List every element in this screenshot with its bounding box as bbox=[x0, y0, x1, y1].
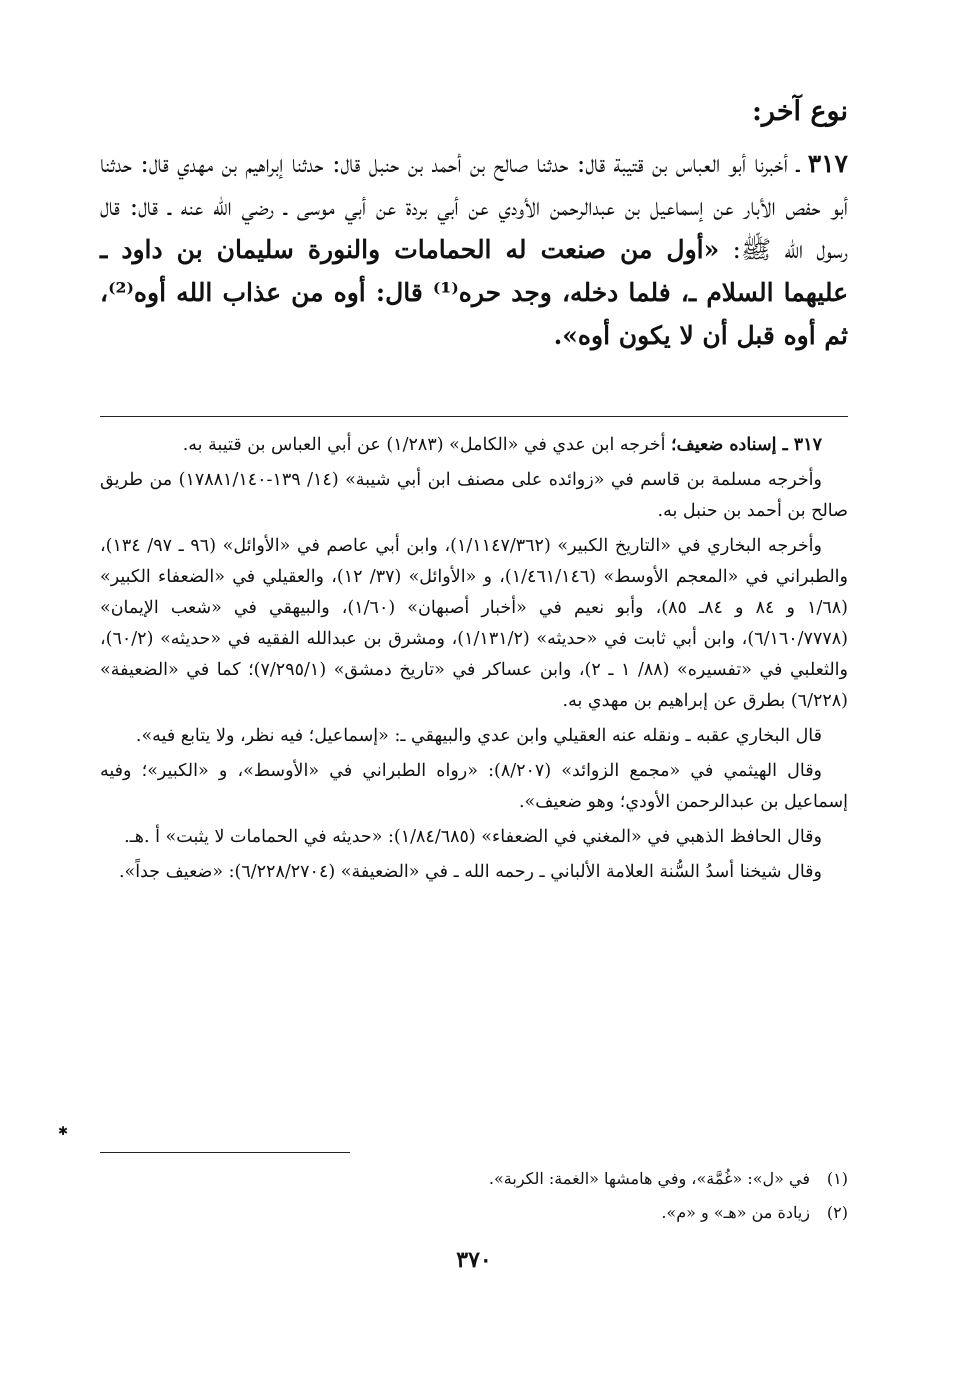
section-heading: نوع آخر: bbox=[751, 96, 848, 127]
note-paragraph: وقال الهيثمي في «مجمع الزوائد» (٨/٢٠٧): «رواه الطبراني في «الأوسط»، و «الكبير»؛ وفيه إسماعيل بن عبدالرحمن الأودي؛ وهو ضعيف». bbox=[100, 761, 848, 812]
footnote-text: زيادة من «هـ» و «م». bbox=[661, 1203, 810, 1222]
takhrij-notes bbox=[100, 430, 848, 892]
footnote bbox=[100, 1162, 848, 1196]
footnote-number: (٢) bbox=[826, 1203, 848, 1222]
note-paragraph: قال البخاري عقبه ـ ونقله عنه العقيلي وابن عدي والبيهقي ـ: «إسماعيل؛ فيه نظر، ولا يتابع فيه». bbox=[135, 726, 822, 746]
hadith-body bbox=[100, 142, 848, 357]
footnote-divider bbox=[100, 1152, 350, 1153]
page-number: ٣٧٠ bbox=[456, 1247, 492, 1273]
note-grading: ـ إسناده ضعيف؛ bbox=[671, 435, 794, 455]
note-text: أخرجه ابن عدي في «الكامل» (١/٢٨٣) عن أبي العباس بن قتيبة به. bbox=[182, 435, 672, 455]
section-divider bbox=[100, 416, 848, 417]
page bbox=[100, 0, 848, 1375]
hadith-paragraph bbox=[100, 142, 848, 357]
margin-mark: ✱ bbox=[58, 1124, 69, 1138]
note-paragraph: وقال شيخنا أسدُ السُّنة العلامة الألباني ـ رحمه الله ـ في «الضعيفة» (٦/٢٢٨/٢٧٠٤): «ضعيف جداً». bbox=[118, 862, 822, 882]
footnote bbox=[100, 1196, 848, 1230]
note-paragraph: وقال الحافظ الذهبي في «المغني في الضعفاء» (١/٨٤/٦٨٥): «حديثه في الحمامات لا يثبت» أ .هـ. bbox=[124, 827, 822, 847]
hadith-text: «أول من صنعت له الحمامات والنورة سليمان بن داود ـ عليهما السلام ـ، فلما دخله، وجد حره⁽¹⁾ قال: أوه من عذاب الله أوه⁽²⁾، ثم أوه قبل أن لا يكون أوه». bbox=[100, 235, 849, 350]
note-paragraph bbox=[100, 430, 848, 461]
note-number: ٣١٧ bbox=[793, 435, 822, 455]
footnotes bbox=[100, 1162, 848, 1230]
footnote-text: في «ل»: «غُمَّة»، وفي هامشها «الغمة: الكربة». bbox=[488, 1169, 810, 1188]
hadith-isnad: ـ أخبرنا أبو العباس بن قتيبة قال: حدثنا صالح بن أحمد بن حنبل قال: حدثنا إبراهيم بن مهدي قال: حدثنا أبو حفص الأبار عن إسماعيل بن عبدالرحمن الأودي عن أبي بردة عن أبي موسى ـ رضي الله عنه ـ قال: قال رسول الله ﷺ: bbox=[100, 149, 848, 264]
hadith-number: ٣١٧ bbox=[807, 149, 848, 178]
note-paragraph: وأخرجه البخاري في «التاريخ الكبير» (١/١١٤٧/٣٦٢)، وابن أبي عاصم في «الأوائل» (٩٦ ـ ٩٧/ ١٣٤)، والطبراني في «المعجم الأوسط» (١/٤٦١/١٤٦)، و «الأوائل» (٣٧/ ١٢)، والعقيلي في «الضعفاء الكبير» (١/٦٨ و ٨٤ و ٨٤ـ ٨٥)، وأبو نعيم في «أخبار أصبهان» (١/٦٠)، والبيهقي في «شعب الإيمان» (٦/١٦٠/٧٧٧٨)، وابن أبي ثابت في «حديثه» (١/١٣١/٢)، ومشرق بن عبدالله الفقيه في «حديثه» (٦٠/٢)، والثعلبي في «تفسيره» (٨٨/ ١ ـ ٢)، وابن عساكر في «تاريخ دمشق» (٧/٢٩٥/١)؛ كما في «الضعيفة» (٦/٢٢٨) بطرق عن إبراهيم بن مهدي به. bbox=[100, 536, 848, 711]
note-paragraph: وأخرجه مسلمة بن قاسم في «زوائده على مصنف ابن أبي شيبة» (١٤/ ١٣٩-١٧٨٨١/١٤٠) من طريق صالح بن أحمد بن حنبل به. bbox=[100, 470, 848, 521]
footnote-number: (١) bbox=[826, 1169, 848, 1188]
